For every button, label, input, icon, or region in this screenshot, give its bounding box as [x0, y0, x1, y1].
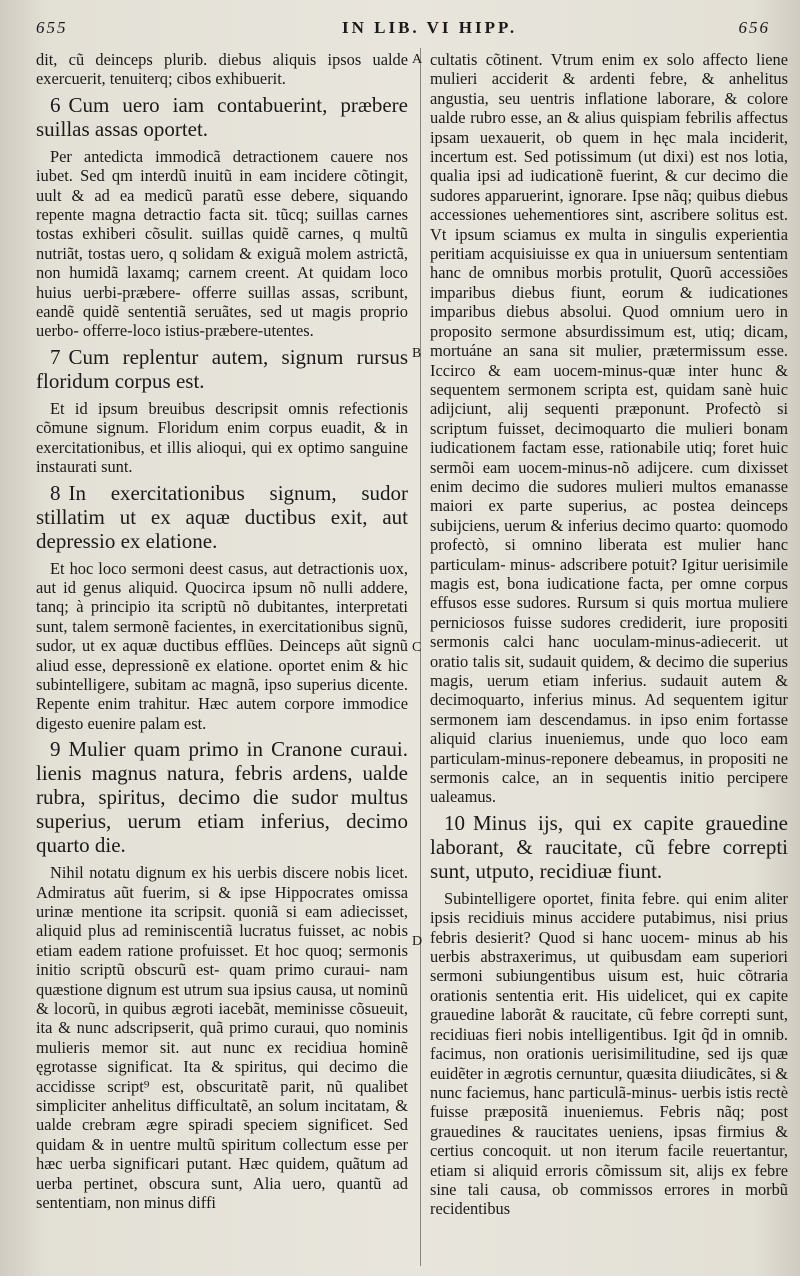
aphorism-number: 7: [50, 344, 61, 369]
aphorism-8: [36, 481, 408, 553]
running-header: [0, 18, 800, 44]
commentary-paragraph: Subintelligere oportet, finita febre. qui enim aliter ipsis recidiuis minus accidere putabimus, nisi prius febris desierit? Quod si hanc uocem- minus ab his uerbis abstraxerimus, ut quibusdam eam superiori sermoni subiungentibus uisum est, huic cõtraria orationis sententia erit. His uidelicet, qui ex capite grauedine laborãt & raucitate, cũ febre correpti sunt, recidiuas fieri nobis intelligentibus. Igit q̃d in omnib. facimus, non orationis uerisimilitudine, sed ijs quæ euidẽter in ægrotis cernuntur, quæsita diiudicãtes, si & nunc faciemus, hanc particulã-minus- uerbis istis rectè fuisse præpositã inueniemus. Febris nãq; post grauedines & raucitates ueniens, ipsas firmius & certius concoquit. ut non iterum facile reuertantur, etiam si aliquid erroris cõmissum sit, alijs ex febre sine tali causa, ob commissos errores in morbũ recidentibus: [430, 888, 788, 1219]
commentary-paragraph: Nihil notatu dignum ex his uerbis discere nobis licet. Admiratus aũt fuerim, si & ipse Hippocrates omissa urinæ mentione ita scripsit. quoniã si eam adiecisset, aliquid plus ad reminiscentiã lucratus fuisset, ac nobis etiam eadem ratione profuisset. Et hoc quoq; sermonis initio scriptũ obscurũ est- quam primo curaui- nam quæstione dignum est utrum sua ipsius causa, ut nominũ & locorũ, in quibus ægroti iacebãt, meminisse cõsueuit, ita & nunc adscripserit, quã primo curaui, quo nominis mulieris memor sit. aut nunc ex recidiua hominẽ ęgrotasse significat. Ita & spiritus, qui decimo die accidisse script⁹ est, obscuritatẽ parit, nũ qualibet simpliciter anhelitus difficultatẽ, an solum incitatam, & ualde crebram ægre spiradi speciem significet. Sed quidam & in uentre multũ spiritum collectum esse per hæc uerba significari putant. Hæc quidem, quãtum ad uerba pertinet, obscura sunt, Alia uero, quantũ ad sententiam, non minus diffi: [36, 863, 408, 1213]
left-column: [36, 50, 408, 1268]
aphorism-text: Mulier quam primo in Cranone curaui. lienis magnus natura, febris ardens, ualde rubra, spiritus, decimo die sudor multus superius, uerum etiam inferius, decimo quarto die.: [36, 737, 408, 858]
commentary-paragraph: Per antedicta immodicã detractionem cauere nos iubet. Sed qm interdũ inuitũ in eam incidere cõtingit, uult & ad ea medicũ paratũ esse debere, siquando repente magna detractio facta sit. tũcq; suillas carnes tostas exhiberi cõsulit. suillas quidẽ carnes, q multũ nutriãt, tostas uero, q solidam & exiguã molem astrictã, non humidã laxamq; carnem creent. At quidam loco huius uerbi-præbere- offerre suillas assas, scribunt, eandẽ quidẽ sententiã seruãtes, sed ut magis proprio uerbo- offerre-loco istius-præbere-utentes.: [36, 146, 408, 341]
margin-letter-c: C: [412, 640, 422, 655]
aphorism-number: 6: [50, 92, 61, 117]
aphorism-number: 8: [50, 480, 61, 505]
aphorism-text: Minus ijs, qui ex capite grauedine laborant, & raucitate, cũ febre correpti sunt, utputo, recidiuæ fiunt.: [430, 810, 788, 883]
aphorism-text: Cum uero iam contabuerint, præbere suillas assas oportet.: [36, 92, 408, 141]
aphorism-number: 9: [50, 737, 61, 762]
aphorism-number: 10: [444, 810, 465, 835]
column-divider: [420, 48, 421, 1266]
margin-letter-b: B: [412, 346, 422, 361]
aphorism-6: [36, 93, 408, 141]
running-title: IN LIB. VI HIPP.: [342, 18, 518, 37]
aphorism-text: Cum replentur autem, signum rursus floridum corpus est.: [36, 344, 408, 393]
commentary-paragraph: cultatis cõtinent. Vtrum enim ex solo affecto liene mulieri acciderit & ardenti febre, & anhelitus angustia, seu uentris inflatione laborare, & colore ualde rubro esse, an & alius quispiam febrilis affectus ipsam uexauerit, ob quem in hęc mala inciderit, incertum est. Sed potissimum (ut dixi) est nos lotia, qualia ipsi ad iudicationẽ fuerint, & cur decimo die sudores apparuerint, ignorare. Ipse nãq; quibus diebus accessiones uehementiores sint, ascribere solitus est. Vt ipsum sciamus ex multa in singulis experientia peritiam acquisiuisse ex qua in uniuersum sententiam hanc de omnibus morbis protulit, Quorũ accessiões imparibus diebus fiunt, eorum & iudicationes imparibus diebus absolui. Quod omnium uero in proposito sermone absurdissimum est, utiq; dicam, mortuáne an sana sit mulier, prætermissum esse. Iccirco & eam uocem-minus-quæ inter hunc & sequentem sermonem scripta est, quidam sanè huic adijciunt, alij sequenti præponunt. Profectò si scriptum fuisset, decimoquarto die mulieri bonam iudicationem factam esse, rationabile utiq; foret huic sermõi eam uocem-minus-nõ adijcere. cum dixisset enim decimo die sudores mulieri multos emanasse maiori ex parte superius, ac postea deinceps subijciens, uerum & inferius decimo quarto: quomodo profectò, si omnino liberata est mulier hanc particulam- minus- adscribere potuit? Igitur uerisimile magis est, bona iudicatione facta, per omne corpus effusos esse sudores. Rursum si quis mortua muliere perniciosos fuisse sudores crediderit, iure propositi sermonis calci hanc uoculam-minus-adiecerit. ut oratio talis sit, sudauit quidem, & decimo die superius magis, uerum etiam inferius. sudauit autem & decimoquarto, inferius minus. Ad sequentem igitur sermonem iam descendamus. in ipso enim fortasse aliquid clarius inueniemus, unde quo loco eam particulam-minus-reponere debeamus, in propositi ne sermonis calce, an in sequentis initio percipere ualeamus.: [430, 50, 788, 807]
right-column: [430, 50, 788, 1268]
page-number-left: 655: [36, 18, 68, 37]
commentary-paragraph: dit, cũ deinceps plurib. diebus aliquis ipsos ualde exercuerit, tenuiterq; cibos exhibuerit.: [36, 50, 408, 89]
commentary-paragraph: Et hoc loco sermoni deest casus, aut detractionis uox, aut id genus aliquid. Quocirca ipsum nõ nulli addere, tanq; à principio ita scriptũ nõ dubitantes, interpretati sunt, talem sermonẽ facientes, in exercitationibus signũ, sudor, ut ex aquæ ductibus efflũes. Deinceps aũt signũ aliud esse, depressionẽ ex elatione. oportet enim & hic subintelligere, subitam ac magnã, ipso superius dicente. Repente enim trahitur. Hæc autem corpore immodice digesto euenire palam est.: [36, 558, 408, 733]
page-number-right: 656: [738, 18, 770, 37]
aphorism-9: [36, 737, 408, 857]
aphorism-text: In exercitationibus signum, sudor stillatim ut ex aquæ ductibus exit, aut depressio ex elatione.: [36, 480, 408, 553]
margin-letter-a: A: [412, 52, 423, 67]
margin-letter-d: D: [412, 934, 423, 949]
aphorism-7: [36, 345, 408, 393]
commentary-paragraph: Et id ipsum breuibus descripsit omnis refectionis cõmune signum. Floridum enim corpus euadit, & in exercitationibus, et illis alioqui, qui ex optimo sanguine instaurati sunt.: [36, 398, 408, 477]
aphorism-10: [430, 811, 788, 883]
